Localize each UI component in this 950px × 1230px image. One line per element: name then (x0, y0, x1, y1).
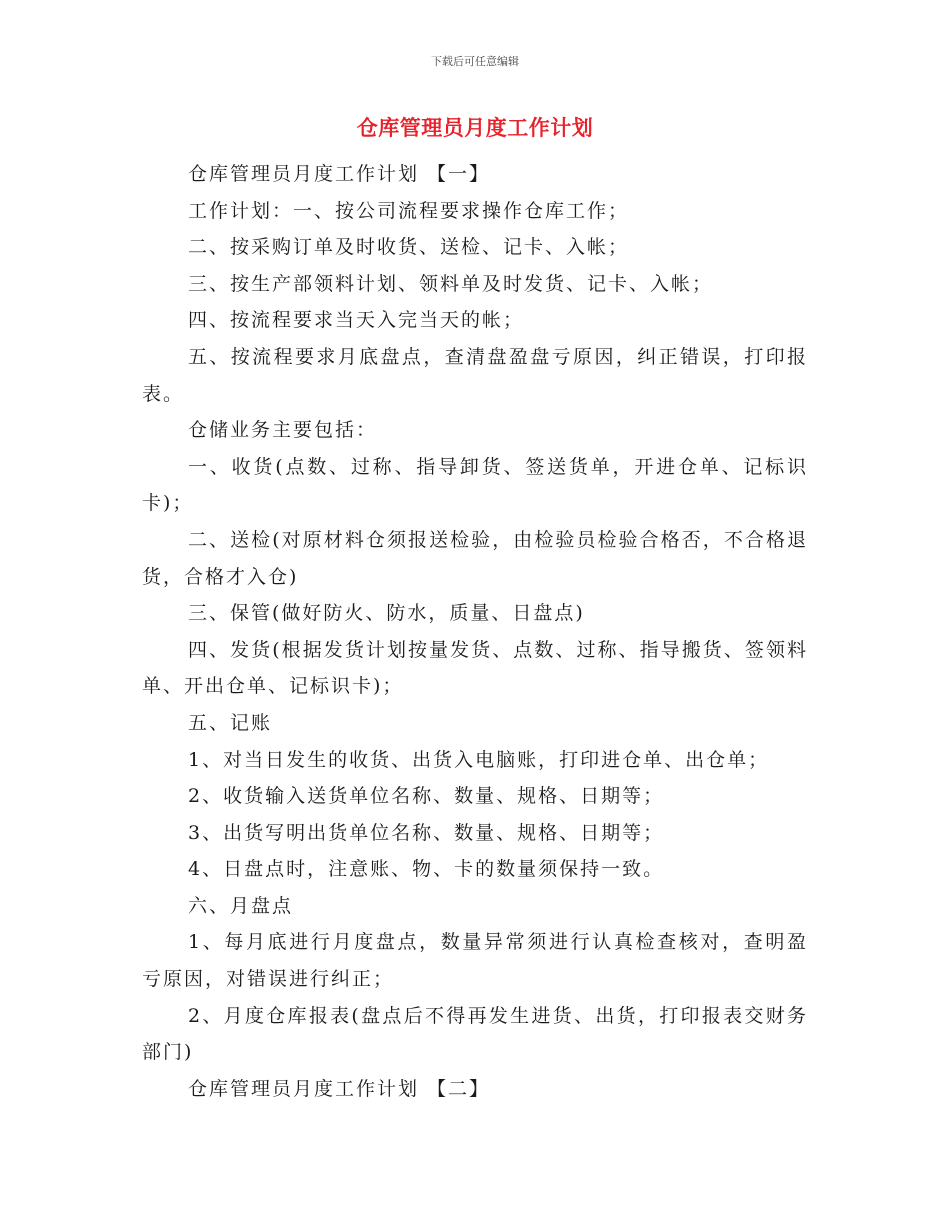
paragraph: 1、每月底进行月度盘点，数量异常须进行认真检查核对，查明盈亏原因，对错误进行纠正； (142, 931, 808, 991)
paragraph: 三、保管(做好防火、防水，质量、日盘点) (188, 602, 585, 625)
paragraph: 一、收货(点数、过称、指导卸货、签送货单，开进仓单、记标识卡)； (142, 455, 808, 515)
paragraph: 工作计划：一、按公司流程要求操作仓库工作； (188, 199, 630, 222)
paragraph: 二、按采购订单及时收货、送检、记卡、入帐； (188, 236, 630, 259)
header-note: 下载后可任意编辑 (431, 55, 519, 68)
paragraph: 五、记账 (188, 711, 273, 734)
paragraph: 四、按流程要求当天入完当天的帐； (188, 309, 525, 332)
paragraph: 2、收货输入送货单位名称、数量、规格、日期等； (188, 785, 665, 808)
paragraph: 四、发货(根据发货计划按量发货、点数、过称、指导搬货、签领料单、开出仓单、记标识卡)； (142, 638, 808, 698)
paragraph: 3、出货写明出货单位名称、数量、规格、日期等； (188, 821, 665, 844)
paragraph: 仓储业务主要包括： (188, 419, 378, 442)
paragraph: 六、月盘点 (188, 894, 294, 917)
paragraph: 2、月度仓库报表(盘点后不得再发生进货、出货，打印报表交财务部门) (142, 1004, 808, 1064)
paragraph: 仓库管理员月度工作计划 【一】 (188, 163, 491, 185)
document-title: 仓库管理员月度工作计划 (356, 116, 594, 140)
paragraph: 4、日盘点时，注意账、物、卡的数量须保持一致。 (188, 858, 665, 881)
paragraph: 三、按生产部领料计划、领料单及时发货、记卡、入帐； (188, 272, 714, 295)
paragraph: 五、按流程要求月底盘点，查清盘盈盘亏原因，纠正错误，打印报表。 (142, 345, 808, 405)
paragraph: 二、送检(对原材料仓须报送检验，由检验员检验合格否，不合格退货，合格才入仓) (142, 528, 808, 588)
paragraph: 仓库管理员月度工作计划 【二】 (188, 1077, 491, 1100)
paragraph: 1、对当日发生的收货、出货入电脑账，打印进仓单、出仓单； (188, 748, 770, 771)
document-body (142, 156, 808, 1107)
